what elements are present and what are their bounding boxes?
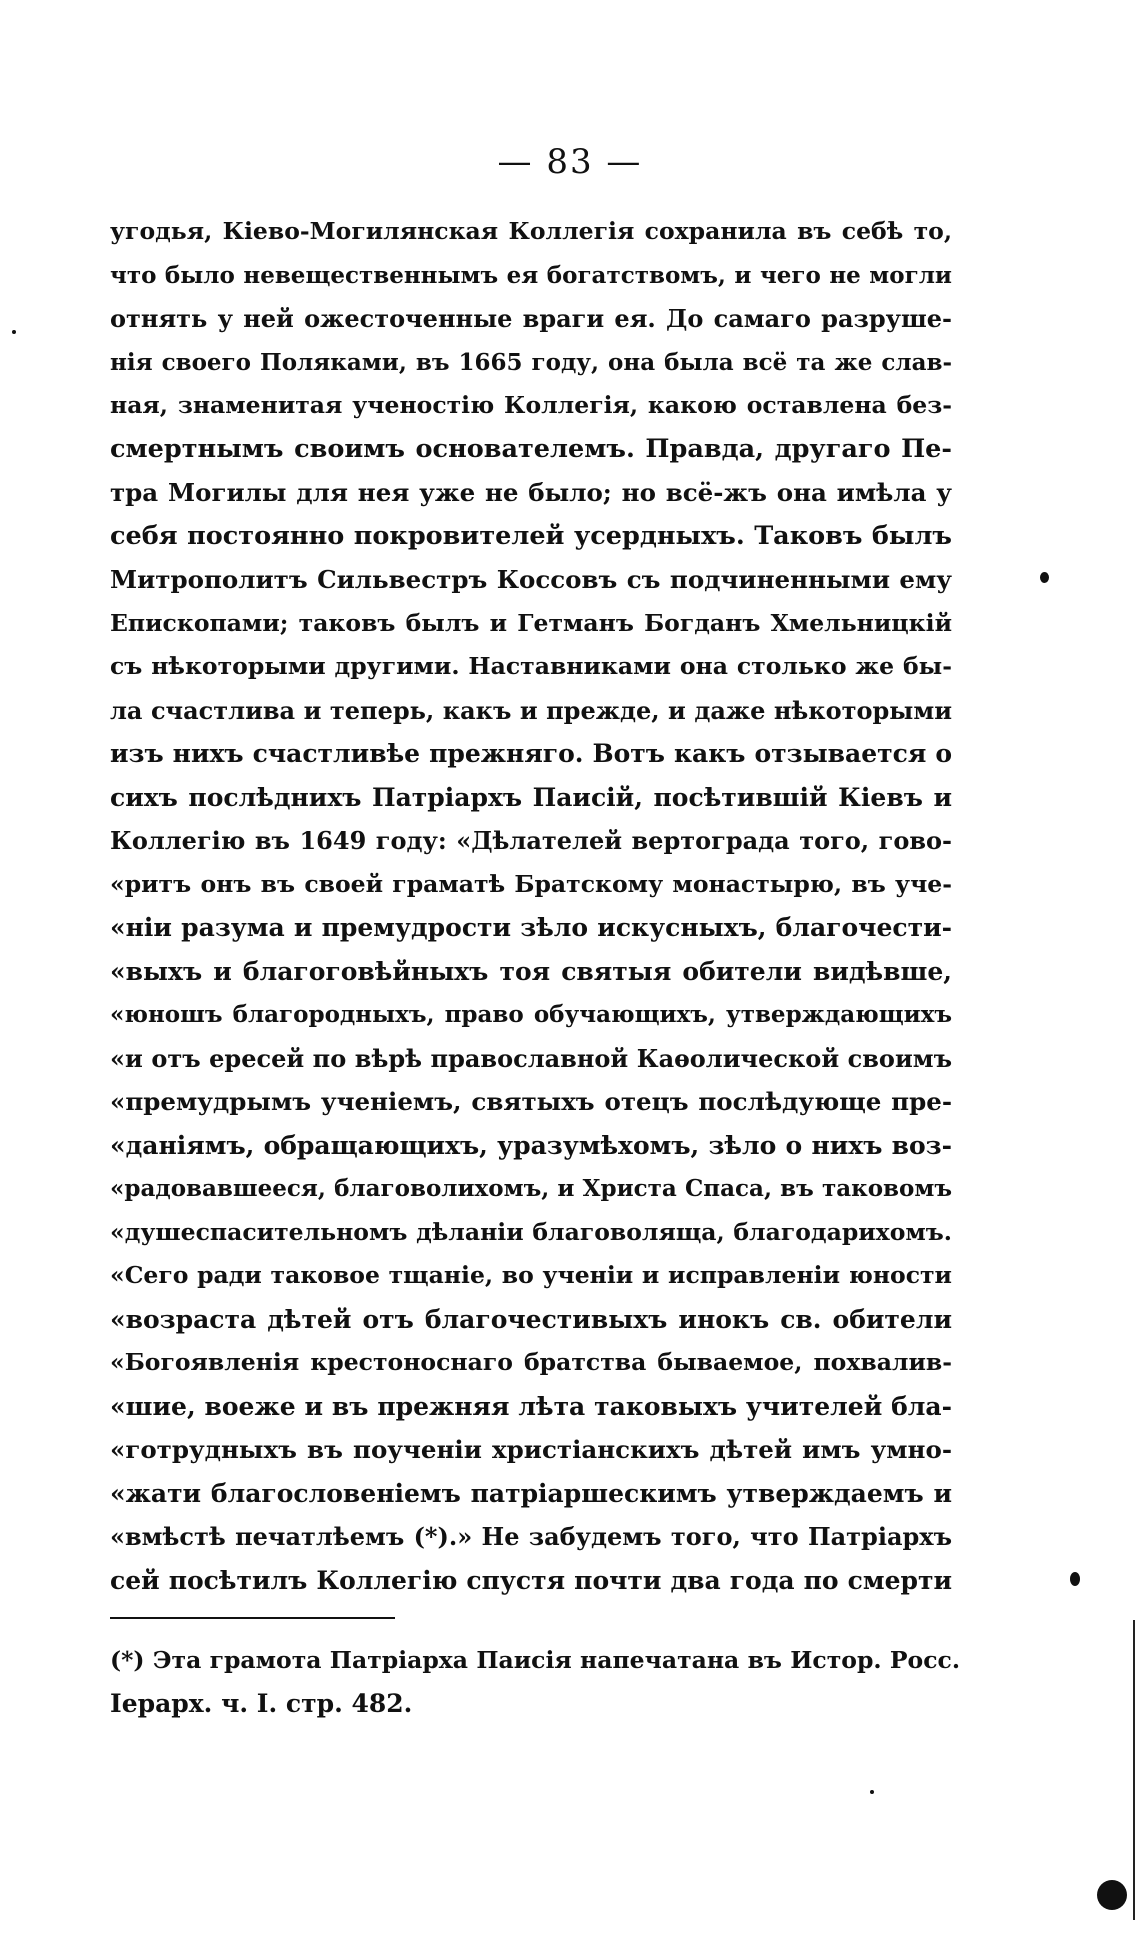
text-line: отнять у ней ожесточенные враги ея. До самаго разруше- — [110, 304, 952, 333]
scan-speck — [1070, 1572, 1080, 1586]
text-line: сей посѣтилъ Коллегію спустя почти два года по смерти — [110, 1565, 952, 1595]
text-line: «ритъ онъ въ своей граматѣ Братскому монастырю, въ уче- — [110, 869, 952, 898]
text-line: «готрудныхъ въ поученіи христіанскихъ дѣтей имъ умно- — [110, 1435, 952, 1464]
text-line: «даніямъ, обращающихъ, уразумѣхомъ, зѣло о нихъ воз- — [110, 1130, 952, 1160]
text-line: «премудрымъ ученіемъ, святыхъ отецъ послѣдующе пре- — [110, 1087, 952, 1116]
text-line: Митрополитъ Сильвестръ Коссовъ съ подчиненными ему — [110, 565, 952, 594]
scan-speck — [12, 330, 16, 334]
text-line: изъ нихъ счастливѣе прежняго. Вотъ какъ отзывается о — [110, 739, 952, 768]
text-line: «Сего ради таковое тщаніе, во ученіи и исправленіи юности — [110, 1261, 952, 1289]
text-line: себя постоянно покровителей усердныхъ. Таковъ былъ — [110, 520, 952, 551]
text-line: «вмѣстѣ печатлѣемъ (*).» Не забудемъ того, что Патріархъ — [110, 1522, 952, 1551]
text-line: Епископами; таковъ былъ и Гетманъ Богданъ Хмельницкій — [110, 608, 952, 637]
text-line: «душеспасительномъ дѣланіи благоволяща, благодарихомъ. — [110, 1217, 952, 1246]
text-line: «и отъ ересей по вѣрѣ православной Каѳолической своимъ — [110, 1043, 952, 1073]
text-line: ла счастлива и теперь, какъ и прежде, и даже нѣкоторыми — [110, 695, 952, 725]
text-line: угодья, Кіево-Могилянская Коллегія сохранила въ себѣ то, — [110, 217, 952, 245]
text-line: «возраста дѣтей отъ благочестивыхъ инокъ св. обители — [110, 1304, 952, 1334]
text-line: нія своего Поляками, въ 1665 году, она была всё та же слав- — [110, 348, 952, 376]
text-line: смертнымъ своимъ основателемъ. Правда, другаго Пе- — [110, 433, 952, 464]
text-line: «жати благословеніемъ патріаршескимъ утверждаемъ и — [110, 1478, 952, 1508]
footnote-divider — [110, 1617, 395, 1619]
footnote-line: Іерарх. ч. I. стр. 482. — [110, 1689, 413, 1718]
body-text — [110, 210, 952, 1602]
page-number: — 83 — — [497, 142, 643, 182]
scan-speck — [1040, 572, 1049, 583]
text-line: сихъ послѣднихъ Патріархъ Паисій, посѣтившій Кіевъ и — [110, 782, 952, 812]
footnote-line: (*) Эта грамота Патріарха Паисія напечатана въ Истор. Росс. — [110, 1646, 960, 1674]
text-line: съ нѣкоторыми другими. Наставниками она столько же бы- — [110, 652, 952, 680]
scan-speck — [870, 1790, 874, 1794]
text-line: «ніи разума и премудрости зѣло искусныхъ, благочести- — [110, 913, 952, 942]
scan-edge-line — [1133, 1620, 1135, 1920]
text-line: что было невещественнымъ ея богатствомъ, и чего не могли — [110, 261, 952, 289]
text-line: «Богоявленія крестоноснаго братства бываемое, похвалив- — [110, 1348, 952, 1376]
scan-speck — [1097, 1880, 1127, 1910]
text-line: ная, знаменитая ученостію Коллегія, какою оставлена без- — [110, 391, 952, 419]
text-line: «юношъ благородныхъ, право обучающихъ, утверждающихъ — [110, 1001, 952, 1028]
footnote — [110, 1638, 960, 1726]
text-line: Коллегію въ 1649 году: «Дѣлателей вертограда того, гово- — [110, 826, 952, 855]
text-line: «радовавшееся, благоволихомъ, и Христа Спаса, въ таковомъ — [110, 1175, 952, 1202]
text-line: «выхъ и благоговѣйныхъ тоя святыя обители видѣвше, — [110, 956, 952, 986]
text-line: «шие, воеже и въ прежняя лѣта таковыхъ учителей бла- — [110, 1391, 952, 1421]
text-line: тра Могилы для нея уже не было; но всё-жъ она имѣла у — [110, 478, 952, 507]
